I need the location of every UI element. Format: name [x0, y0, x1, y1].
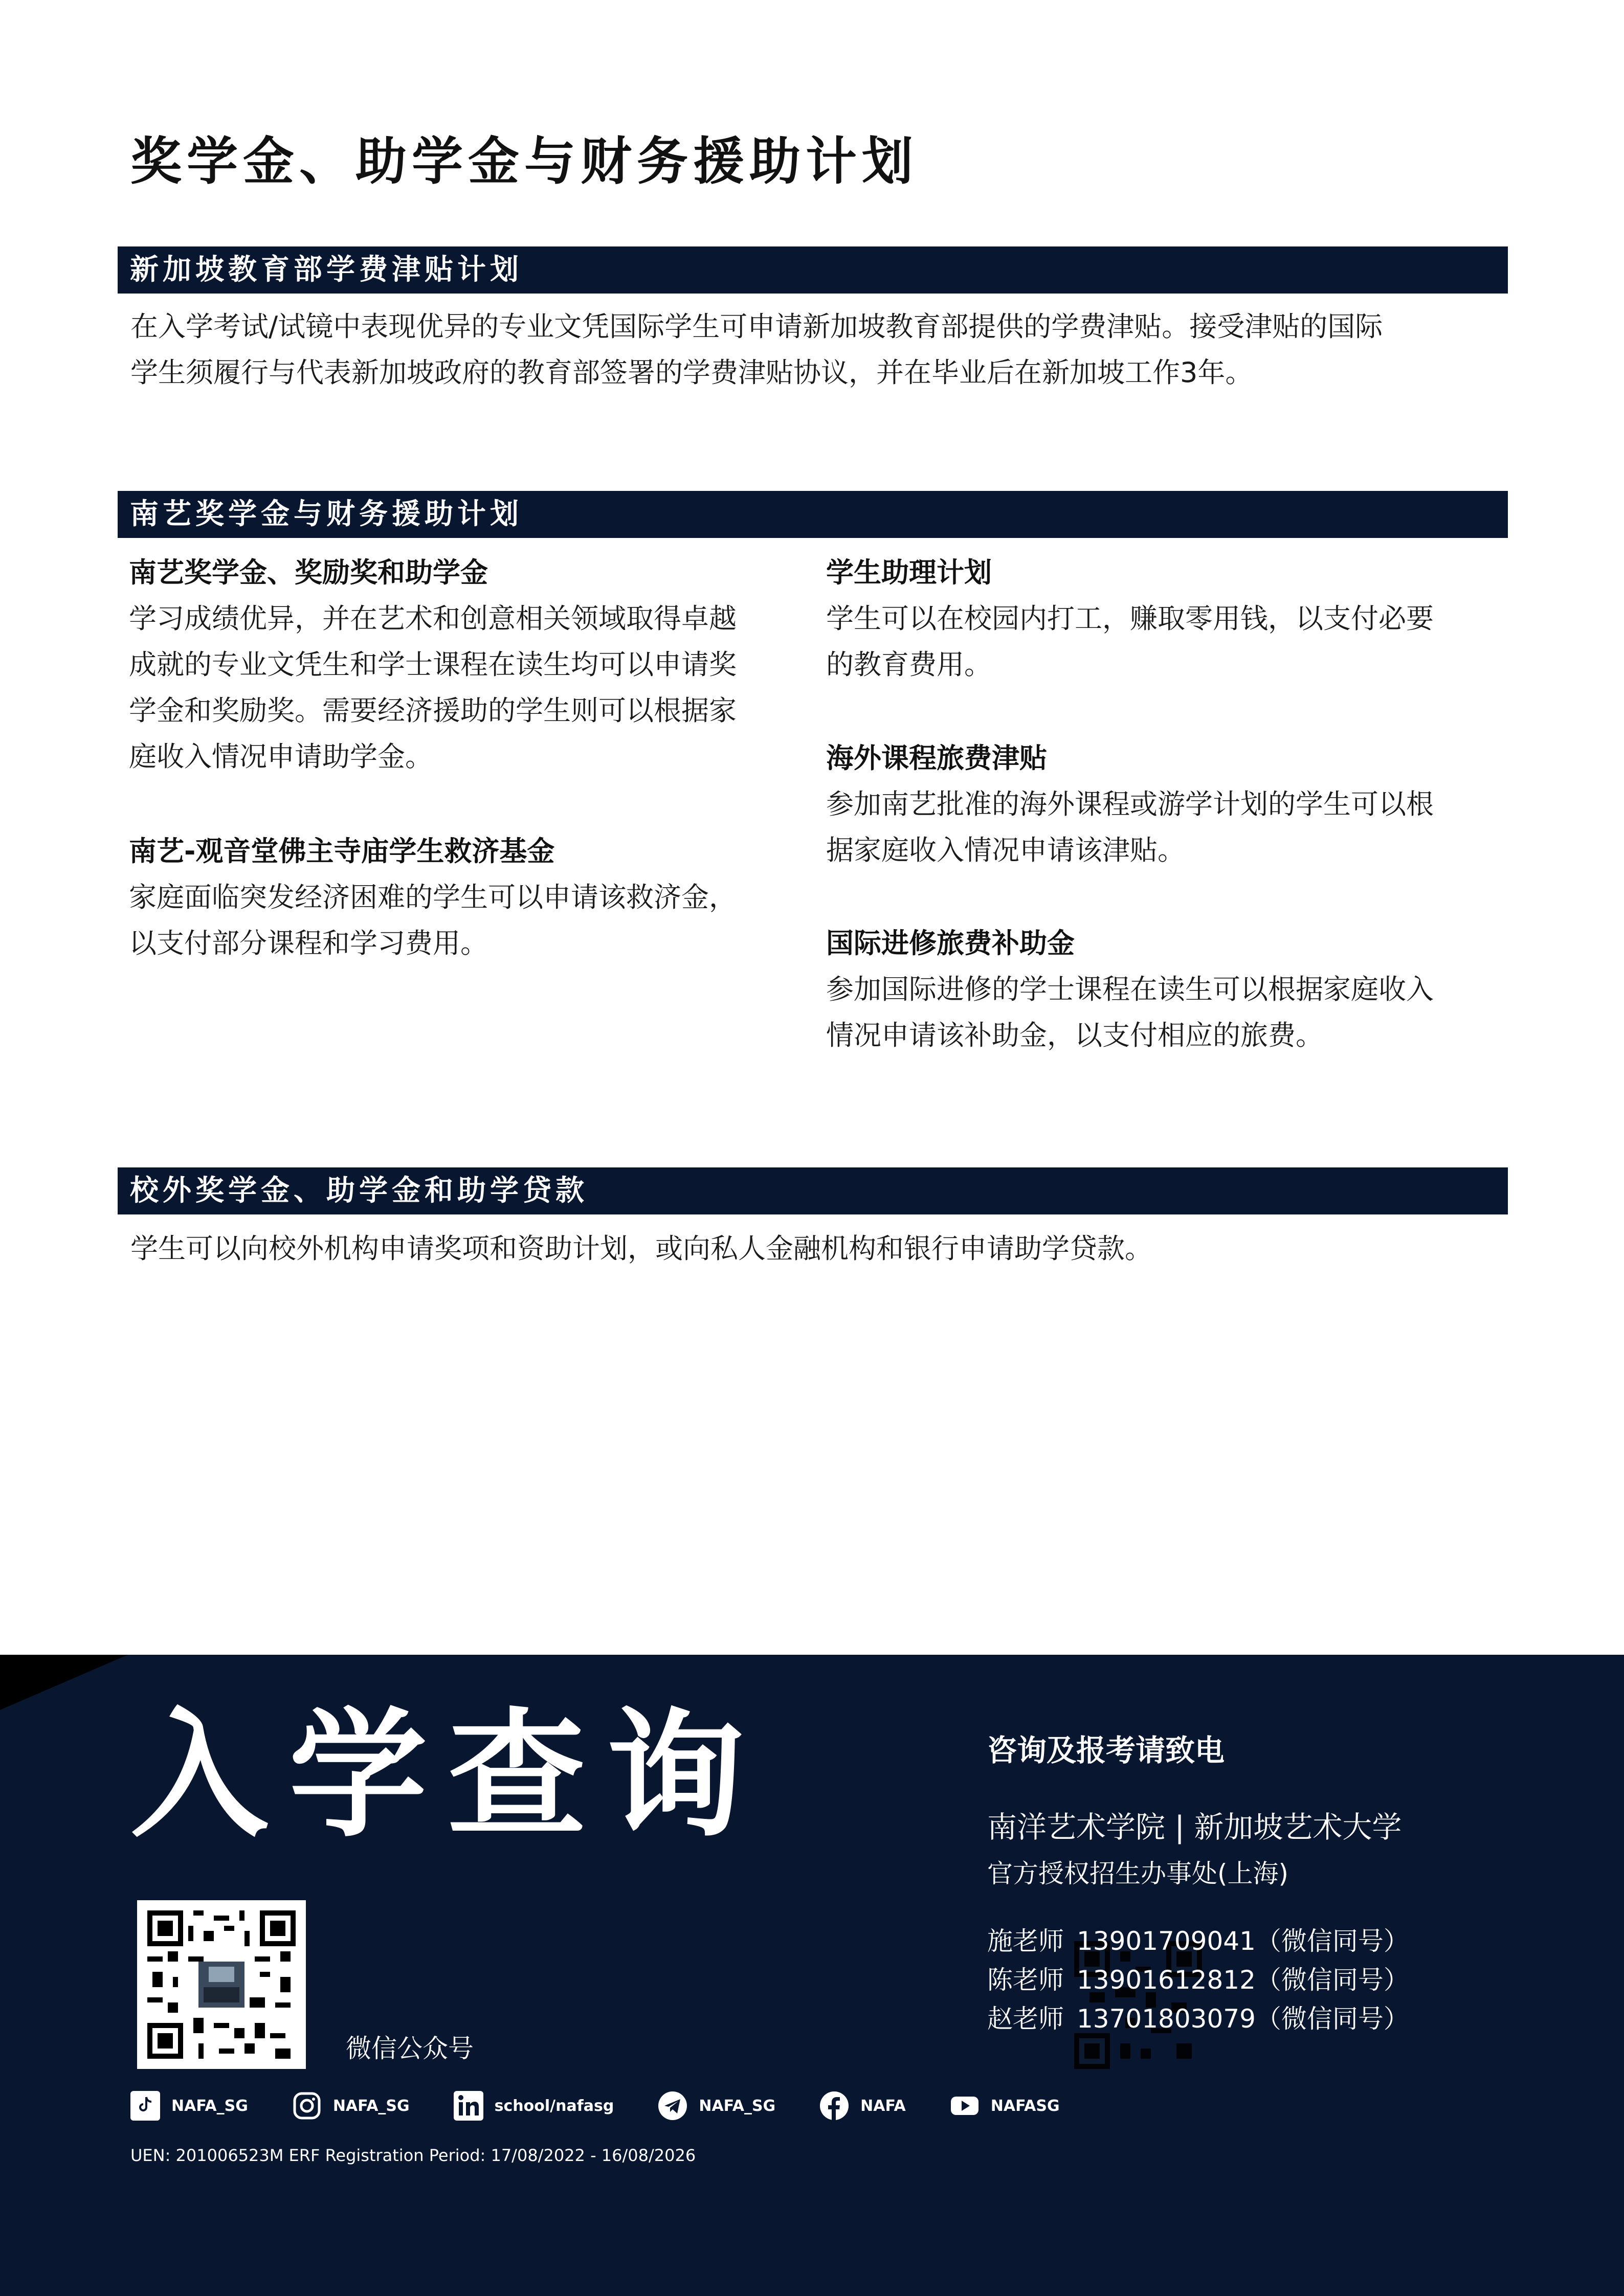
social-label: NAFA [860, 2097, 906, 2115]
instagram-icon [292, 2091, 322, 2121]
contact-phone[interactable]: 13901612812（微信同号） [1077, 1965, 1409, 1995]
youtube-icon [950, 2091, 980, 2121]
section-header-nafa: 南艺奖学金与财务援助计划 [118, 491, 1508, 538]
overseas-travel-line: 参加南艺批准的海外课程或游学计划的学生可以根 [826, 788, 1434, 820]
contact-heading: 咨询及报考请致电 [987, 1733, 1225, 1768]
social-linkedin[interactable] [454, 2091, 614, 2121]
nafa-scholarship-line: 成就的专业文凭生和学士课程在读生均可以申请奖 [129, 648, 737, 681]
footer [0, 1655, 1624, 2296]
intl-exchange-line: 情况申请该补助金，以支付相应的旅费。 [826, 1019, 1323, 1051]
relief-fund-line: 家庭面临突发经济困难的学生可以申请该救济金， [129, 881, 737, 913]
student-assistant-line: 学生可以在校园内打工，赚取零用钱，以支付必要 [826, 602, 1434, 635]
external-text: 学生可以向校外机构申请奖项和资助计划，或向私人金融机构和银行申请助学贷款。 [130, 1232, 1152, 1265]
student-assistant-line: 的教育费用。 [826, 648, 992, 681]
social-label: NAFA_SG [699, 2097, 776, 2115]
contact-name: 施老师 [987, 1926, 1064, 1956]
student-assistant-title: 学生助理计划 [826, 556, 992, 589]
contact-phone[interactable]: 13901709041（微信同号） [1077, 1926, 1409, 1956]
social-label: NAFA_SG [332, 2097, 410, 2115]
contact-office: 官方授权招生办事处(上海) [987, 1859, 1289, 1888]
contact-name: 陈老师 [987, 1965, 1064, 1995]
telegram-icon [658, 2091, 687, 2121]
tiktok-icon [130, 2091, 160, 2121]
contact-row [987, 1921, 1409, 1957]
social-links [130, 2091, 1104, 2121]
social-tiktok[interactable] [130, 2091, 248, 2121]
moe-line-2: 学生须履行与代表新加坡政府的教育部签署的学费津贴协议，并在毕业后在新加坡工作3年。 [130, 356, 1253, 389]
relief-fund-title: 南艺-观音堂佛主寺庙学生救济基金 [129, 835, 555, 867]
overseas-travel-line: 据家庭收入情况申请该津贴。 [826, 834, 1185, 866]
intl-exchange-line: 参加国际进修的学士课程在读生可以根据家庭收入 [826, 973, 1434, 1005]
contact-row [987, 1998, 1409, 2035]
social-label: NAFA_SG [171, 2097, 248, 2115]
page-title: 奖学金、助学金与财务援助计划 [130, 131, 918, 191]
nafa-scholarship-line: 学金和奖励奖。需要经济援助的学生则可以根据家 [129, 694, 737, 727]
social-telegram[interactable] [658, 2091, 775, 2121]
social-youtube[interactable] [950, 2091, 1060, 2121]
social-facebook[interactable] [819, 2091, 906, 2121]
nafa-scholarship-line: 学习成绩优异，并在艺术和创意相关领域取得卓越 [129, 602, 737, 635]
nafa-scholarship-line: 庭收入情况申请助学金。 [129, 740, 433, 773]
contact-organization: 南洋艺术学院 | 新加坡艺术大学 [987, 1810, 1402, 1844]
social-instagram[interactable] [292, 2091, 410, 2121]
social-label: school/nafasg [494, 2097, 614, 2115]
corner-accent [0, 1655, 133, 1716]
facebook-icon [819, 2091, 849, 2121]
contact-phone[interactable]: 13701803079（微信同号） [1077, 2004, 1409, 2034]
uen-registration: UEN: 201006523M ERF Registration Period: 17/08/2022 - 16/08/2026 [130, 2146, 696, 2165]
section-header-moe: 新加坡教育部学费津贴计划 [118, 246, 1508, 294]
qr-caption: 微信公众号 [346, 2034, 474, 2063]
relief-fund-line: 以支付部分课程和学习费用。 [129, 927, 488, 959]
contact-row [987, 1960, 1409, 1996]
social-label: NAFASG [990, 2097, 1060, 2115]
intl-exchange-title: 国际进修旅费补助金 [826, 927, 1075, 959]
enquiry-title: 入学查询 [130, 1695, 765, 1856]
contact-name: 赵老师 [987, 2004, 1064, 2034]
moe-line-1: 在入学考试/试镜中表现优异的专业文凭国际学生可申请新加坡教育部提供的学费津贴。接受津贴的国际 [130, 310, 1383, 343]
wechat-qr-code[interactable] [137, 1900, 306, 2069]
linkedin-icon [454, 2091, 483, 2121]
overseas-travel-title: 海外课程旅费津贴 [826, 742, 1047, 774]
nafa-scholarship-title: 南艺奖学金、奖励奖和助学金 [129, 556, 488, 589]
section-header-external: 校外奖学金、助学金和助学贷款 [118, 1167, 1508, 1214]
